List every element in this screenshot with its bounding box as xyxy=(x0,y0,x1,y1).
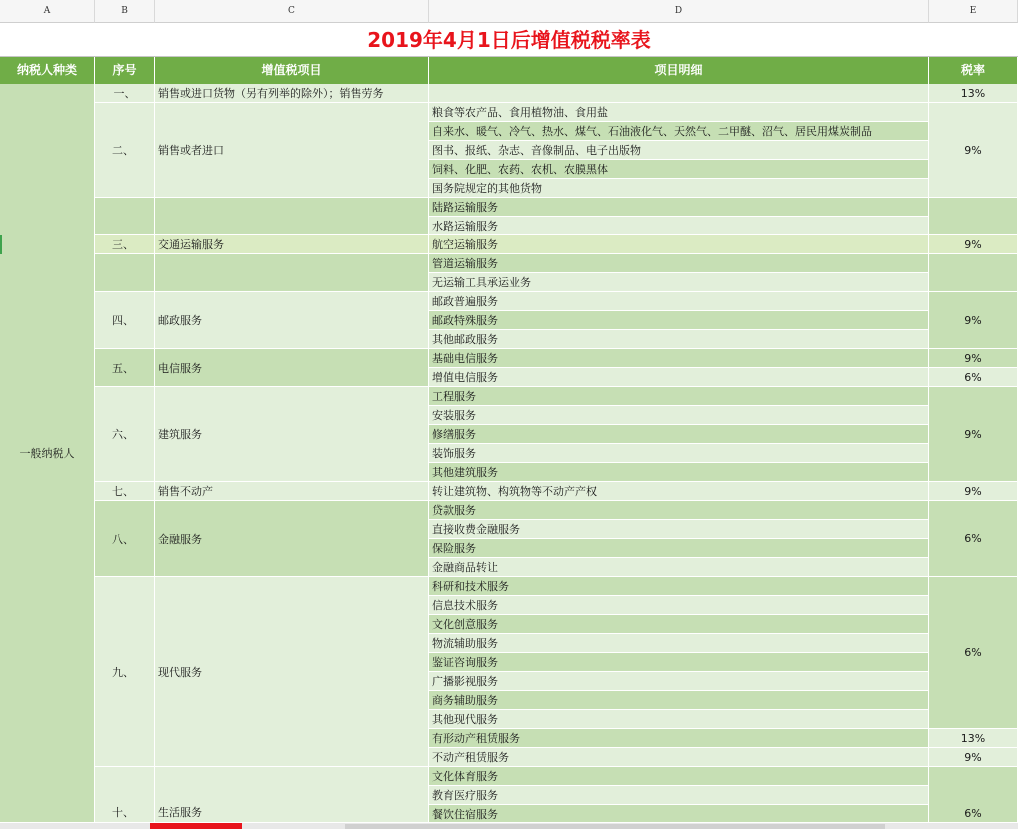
detail-cell[interactable]: 广播影视服务 xyxy=(429,672,929,691)
seq-cell[interactable]: 六、 xyxy=(95,387,155,482)
detail-cell[interactable]: 航空运输服务 xyxy=(429,235,929,254)
detail-cell[interactable]: 无运输工具承运业务 xyxy=(429,273,929,292)
seq-cell[interactable]: 三、 xyxy=(95,235,155,254)
detail-cell[interactable]: 基础电信服务 xyxy=(429,349,929,368)
detail-cell[interactable]: 商务辅助服务 xyxy=(429,691,929,710)
detail-cell[interactable]: 修缮服务 xyxy=(429,425,929,444)
detail-cell[interactable]: 图书、报纸、杂志、音像制品、电子出版物 xyxy=(429,141,929,160)
rate-cell[interactable]: 9% xyxy=(929,349,1018,368)
detail-cell[interactable]: 管道运输服务 xyxy=(429,254,929,273)
header-taxpayer-type[interactable]: 纳税人种类 xyxy=(0,57,95,84)
header-vat-item[interactable]: 增值税项目 xyxy=(155,57,429,84)
detail-cell[interactable]: 其他建筑服务 xyxy=(429,463,929,482)
detail-cell[interactable]: 增值电信服务 xyxy=(429,368,929,387)
seq-cell[interactable] xyxy=(95,767,155,823)
rate-cell[interactable]: 9% xyxy=(929,103,1018,198)
seq-label: 十、 xyxy=(112,806,134,819)
seq-cell[interactable]: 五、 xyxy=(95,349,155,387)
rate-cell[interactable]: 6% xyxy=(929,501,1018,577)
column-header-a[interactable]: A xyxy=(0,0,95,23)
detail-cell[interactable]: 餐饮住宿服务 xyxy=(429,805,929,823)
vat-item-cell[interactable]: 销售或者进口 xyxy=(155,103,429,198)
rate-cell[interactable]: 6% xyxy=(929,368,1018,387)
detail-cell[interactable]: 水路运输服务 xyxy=(429,217,929,235)
seq-cell[interactable]: 四、 xyxy=(95,292,155,349)
seq-cell[interactable]: 一、 xyxy=(95,84,155,103)
detail-cell[interactable]: 邮政特殊服务 xyxy=(429,311,929,330)
detail-cell[interactable]: 文化创意服务 xyxy=(429,615,929,634)
rate-cell[interactable]: 13% xyxy=(929,84,1018,103)
detail-cell[interactable]: 其他现代服务 xyxy=(429,710,929,729)
detail-cell[interactable]: 粮食等农产品、食用植物油、食用盐 xyxy=(429,103,929,122)
detail-cell[interactable]: 鉴证咨询服务 xyxy=(429,653,929,672)
detail-cell[interactable]: 科研和技术服务 xyxy=(429,577,929,596)
header-tax-rate[interactable]: 税率 xyxy=(929,57,1018,84)
rate-cell[interactable]: 9% xyxy=(929,387,1018,482)
vat-item-cell[interactable]: 销售或进口货物（另有列举的除外）；销售劳务 xyxy=(155,84,429,103)
vat-item-cell[interactable]: 销售不动产 xyxy=(155,482,429,501)
rate-cell[interactable]: 9% xyxy=(929,748,1018,767)
vat-item-cell[interactable]: 邮政服务 xyxy=(155,292,429,349)
rate-cell[interactable]: 13% xyxy=(929,729,1018,748)
rate-cell[interactable]: 9% xyxy=(929,292,1018,349)
column-header-e[interactable]: E xyxy=(929,0,1018,23)
detail-cell[interactable]: 其他邮政服务 xyxy=(429,330,929,349)
column-header-c[interactable]: C xyxy=(155,0,429,23)
rate-cell[interactable]: 9% xyxy=(929,235,1018,254)
detail-cell[interactable]: 陆路运输服务 xyxy=(429,198,929,217)
detail-cell[interactable]: 物流辅助服务 xyxy=(429,634,929,653)
detail-cell[interactable]: 安装服务 xyxy=(429,406,929,425)
detail-cell[interactable]: 转让建筑物、构筑物等不动产产权 xyxy=(429,482,929,501)
vat-item-cell[interactable]: 金融服务 xyxy=(155,501,429,577)
taxpayer-type-label: 一般纳税人 xyxy=(19,447,75,460)
rate-cell[interactable]: 6% xyxy=(929,577,1018,729)
vat-item-cell[interactable]: 交通运输服务 xyxy=(155,235,429,254)
detail-cell[interactable]: 装饰服务 xyxy=(429,444,929,463)
detail-cell[interactable]: 信息技术服务 xyxy=(429,596,929,615)
seq-cell[interactable]: 八、 xyxy=(95,501,155,577)
detail-cell[interactable]: 国务院规定的其他货物 xyxy=(429,179,929,198)
detail-cell[interactable]: 自来水、暖气、冷气、热水、煤气、石油液化气、天然气、二甲醚、沼气、居民用煤炭制品 xyxy=(429,122,929,141)
detail-cell[interactable]: 文化体育服务 xyxy=(429,767,929,786)
column-header-b[interactable]: B xyxy=(95,0,155,23)
detail-cell[interactable]: 贷款服务 xyxy=(429,501,929,520)
taxpayer-type-cell[interactable] xyxy=(0,84,95,823)
vat-item-cell-empty[interactable] xyxy=(155,254,429,292)
vat-item-label: 生活服务 xyxy=(158,806,202,819)
detail-cell[interactable]: 金融商品转让 xyxy=(429,558,929,577)
vat-item-cell-empty[interactable] xyxy=(155,198,429,235)
detail-cell[interactable]: 直接收费金融服务 xyxy=(429,520,929,539)
vat-item-cell[interactable]: 现代服务 xyxy=(155,577,429,767)
row-marker xyxy=(0,235,2,254)
vat-item-cell[interactable]: 电信服务 xyxy=(155,349,429,387)
detail-cell[interactable]: 保险服务 xyxy=(429,539,929,558)
detail-cell[interactable]: 有形动产租赁服务 xyxy=(429,729,929,748)
sheet-title[interactable]: 2019年4月1日后增值税税率表 xyxy=(0,23,1018,57)
active-sheet-tab[interactable] xyxy=(150,823,242,829)
detail-cell[interactable]: 教育医疗服务 xyxy=(429,786,929,805)
vat-item-cell[interactable]: 建筑服务 xyxy=(155,387,429,482)
detail-cell[interactable]: 饲料、化肥、农药、农机、农膜黑体 xyxy=(429,160,929,179)
rate-cell-empty[interactable] xyxy=(929,254,1018,292)
detail-cell[interactable] xyxy=(429,84,929,103)
seq-cell-empty[interactable] xyxy=(95,198,155,235)
horizontal-scrollbar[interactable] xyxy=(345,824,885,829)
detail-cell[interactable]: 邮政普遍服务 xyxy=(429,292,929,311)
detail-cell[interactable]: 工程服务 xyxy=(429,387,929,406)
vat-item-cell[interactable] xyxy=(155,767,429,823)
rate-label: 6% xyxy=(964,807,982,820)
detail-cell[interactable]: 不动产租赁服务 xyxy=(429,748,929,767)
column-header-d[interactable]: D xyxy=(429,0,929,23)
header-item-detail[interactable]: 项目明细 xyxy=(429,57,929,84)
rate-cell-empty[interactable] xyxy=(929,198,1018,235)
seq-cell[interactable]: 二、 xyxy=(95,103,155,198)
rate-cell[interactable]: 9% xyxy=(929,482,1018,501)
header-sequence[interactable]: 序号 xyxy=(95,57,155,84)
rate-cell[interactable] xyxy=(929,767,1018,823)
seq-cell-empty[interactable] xyxy=(95,254,155,292)
seq-cell[interactable]: 九、 xyxy=(95,577,155,767)
seq-cell[interactable]: 七、 xyxy=(95,482,155,501)
